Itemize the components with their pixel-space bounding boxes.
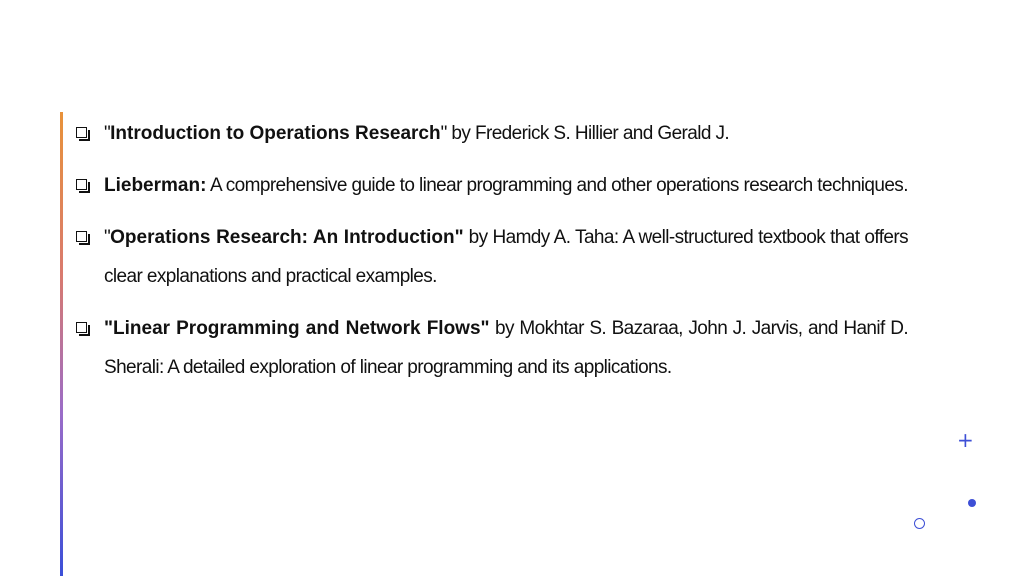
item-text: by Hamdy A. Taha: A well-structured textbook that offers clear explanations and practical examples. xyxy=(104,227,908,287)
checkbox-bullet-icon xyxy=(76,127,87,138)
checkbox-bullet-icon xyxy=(76,322,87,333)
ring-decoration-icon xyxy=(914,518,925,529)
dot-decoration-icon xyxy=(968,499,976,507)
book-title: Operations Research: An Introduction" xyxy=(110,227,464,248)
list-item xyxy=(74,218,908,296)
book-title: "Linear Programming and Network Flows" xyxy=(104,318,490,339)
accent-bar xyxy=(60,112,63,576)
item-text: A comprehensive guide to linear programming and other operations research techniques. xyxy=(206,175,908,196)
quote-mark: " xyxy=(104,227,111,248)
book-title: Introduction to Operations Research xyxy=(110,123,441,144)
author-name: Lieberman: xyxy=(104,175,207,196)
quote-mark: " xyxy=(104,123,111,144)
list-item xyxy=(74,309,908,387)
item-text: " by Frederick S. Hillier and Gerald J. xyxy=(440,123,730,144)
plus-decoration-icon: + xyxy=(957,428,974,452)
list-item xyxy=(74,114,908,153)
item-text: by Mokhtar S. Bazaraa, John J. Jarvis, and Hanif D. Sherali: A detailed exploration of linear programming and its applications. xyxy=(104,318,908,378)
list-item xyxy=(74,166,908,205)
checkbox-bullet-icon xyxy=(76,231,87,242)
reference-list xyxy=(74,114,908,400)
checkbox-bullet-icon xyxy=(76,179,87,190)
